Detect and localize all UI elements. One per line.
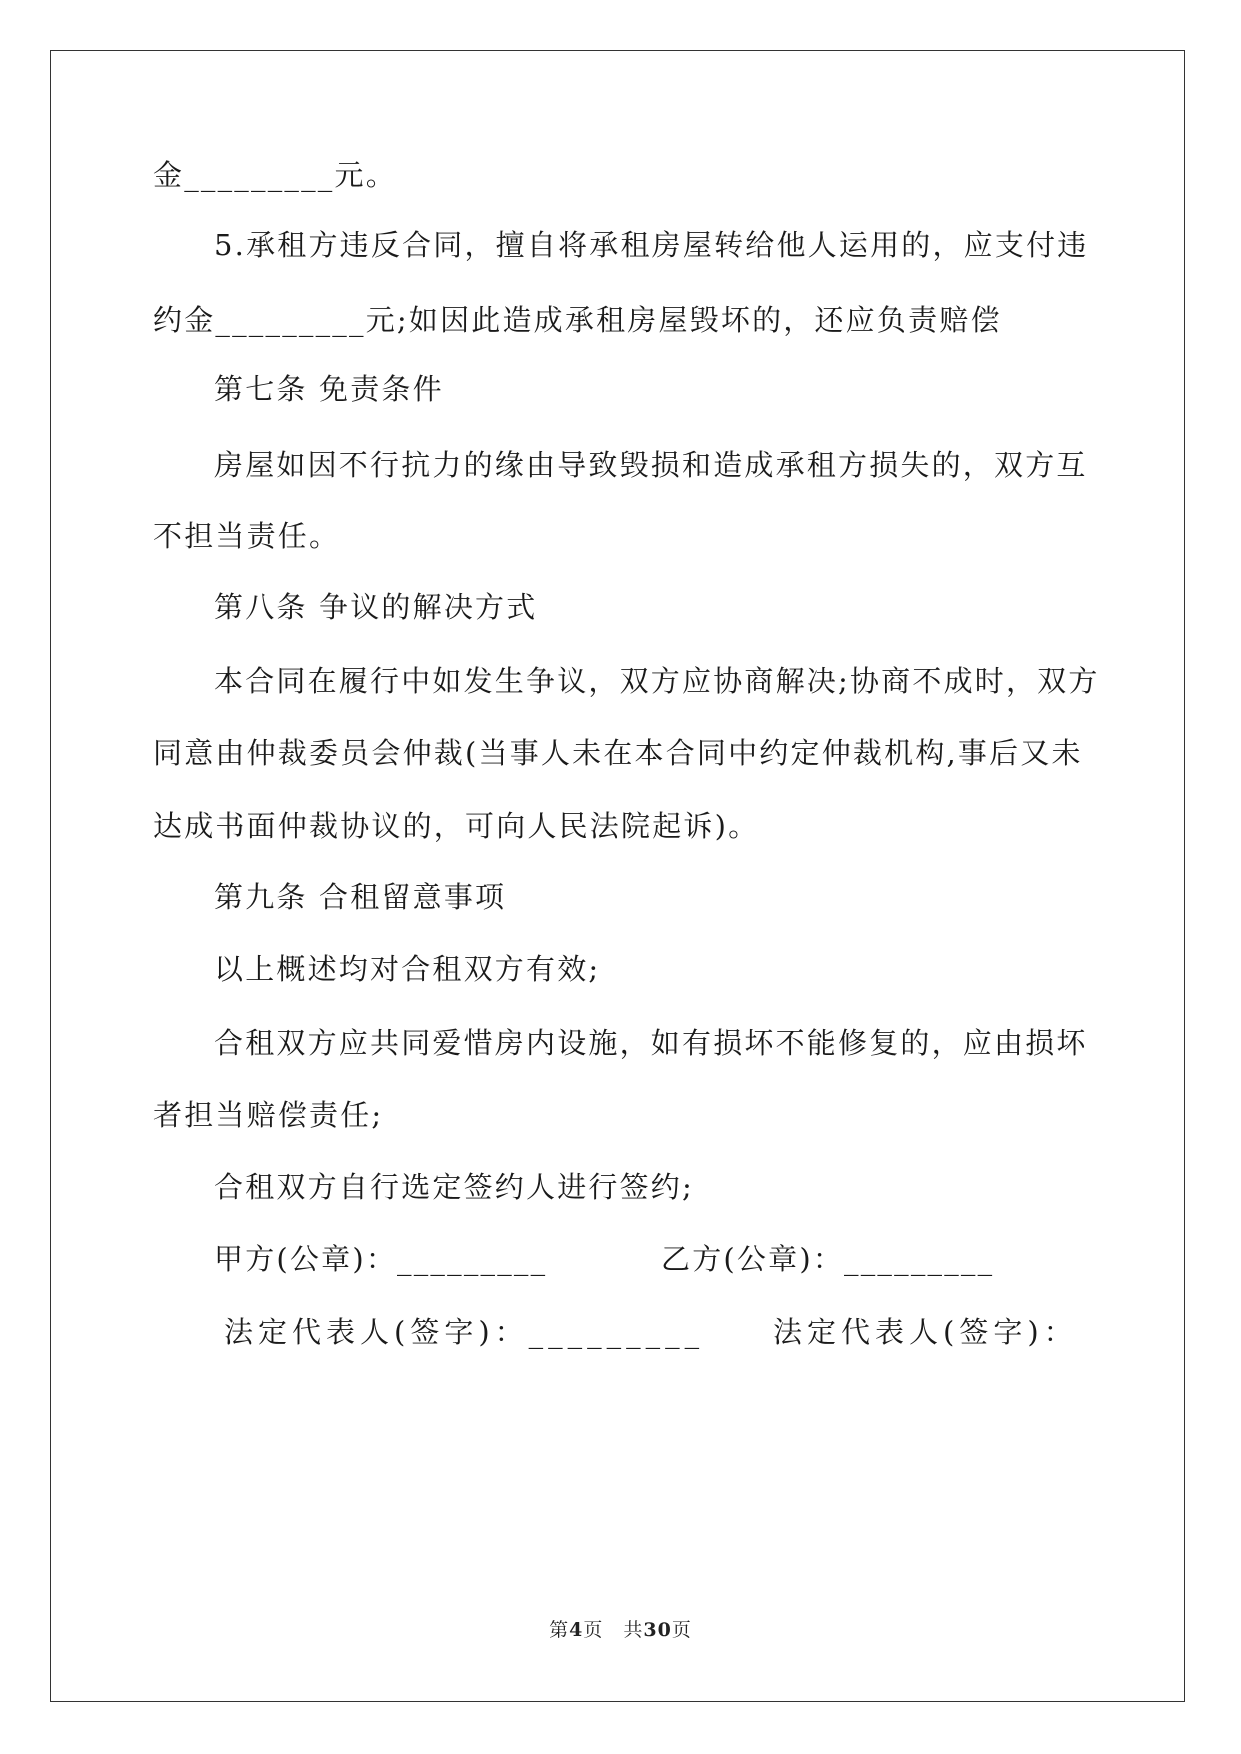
body-line: 以上概述均对合租双方有效; (214, 952, 601, 986)
current-page-number: 4 (569, 1619, 584, 1641)
footer-prefix: 第 (549, 1619, 570, 1641)
body-line: 房屋如因不行抗力的缘由导致毁损和造成承租方损失的，双方互 (214, 448, 1088, 482)
body-line: 不担当责任。 (153, 519, 341, 553)
body-line: 者担当赔偿责任; (153, 1098, 384, 1132)
section-heading: 第八条 争议的解决方式 (214, 590, 538, 624)
section-heading: 第九条 合租留意事项 (214, 880, 507, 914)
footer-middle: 页 共 (583, 1619, 644, 1641)
section-heading: 第七条 免责条件 (214, 372, 444, 406)
body-line: 同意由仲裁委员会仲裁(当事人未在本合同中约定仲裁机构,事后又未 (153, 736, 1083, 770)
party-b-seal: 乙方(公章)：_________ (661, 1242, 995, 1276)
party-a-seal: 甲方(公章)：_________ (214, 1242, 548, 1276)
party-a-representative: 法定代表人(签字)：_________ (224, 1315, 705, 1349)
body-line: 达成书面仲裁协议的，可向人民法院起诉)。 (153, 809, 760, 843)
body-line: 本合同在履行中如发生争议，双方应协商解决;协商不成时，双方 (214, 664, 1100, 698)
party-b-representative: 法定代表人(签字)： (773, 1315, 1078, 1349)
body-line: 金_________元。 (153, 158, 397, 192)
total-page-number: 30 (643, 1619, 672, 1641)
page-border (50, 50, 1185, 1702)
footer-suffix: 页 (671, 1619, 692, 1641)
body-line: 5.承租方违反合同，擅自将承租房屋转给他人运用的，应支付违 (214, 228, 1089, 262)
body-line: 合租双方应共同爱惜房内设施，如有损坏不能修复的，应由损坏 (214, 1026, 1088, 1060)
body-line: 合租双方自行选定签约人进行签约; (214, 1170, 694, 1204)
page-footer (0, 1615, 1241, 1642)
body-line: 约金_________元;如因此造成承租房屋毁坏的，还应负责赔偿 (153, 303, 1002, 337)
